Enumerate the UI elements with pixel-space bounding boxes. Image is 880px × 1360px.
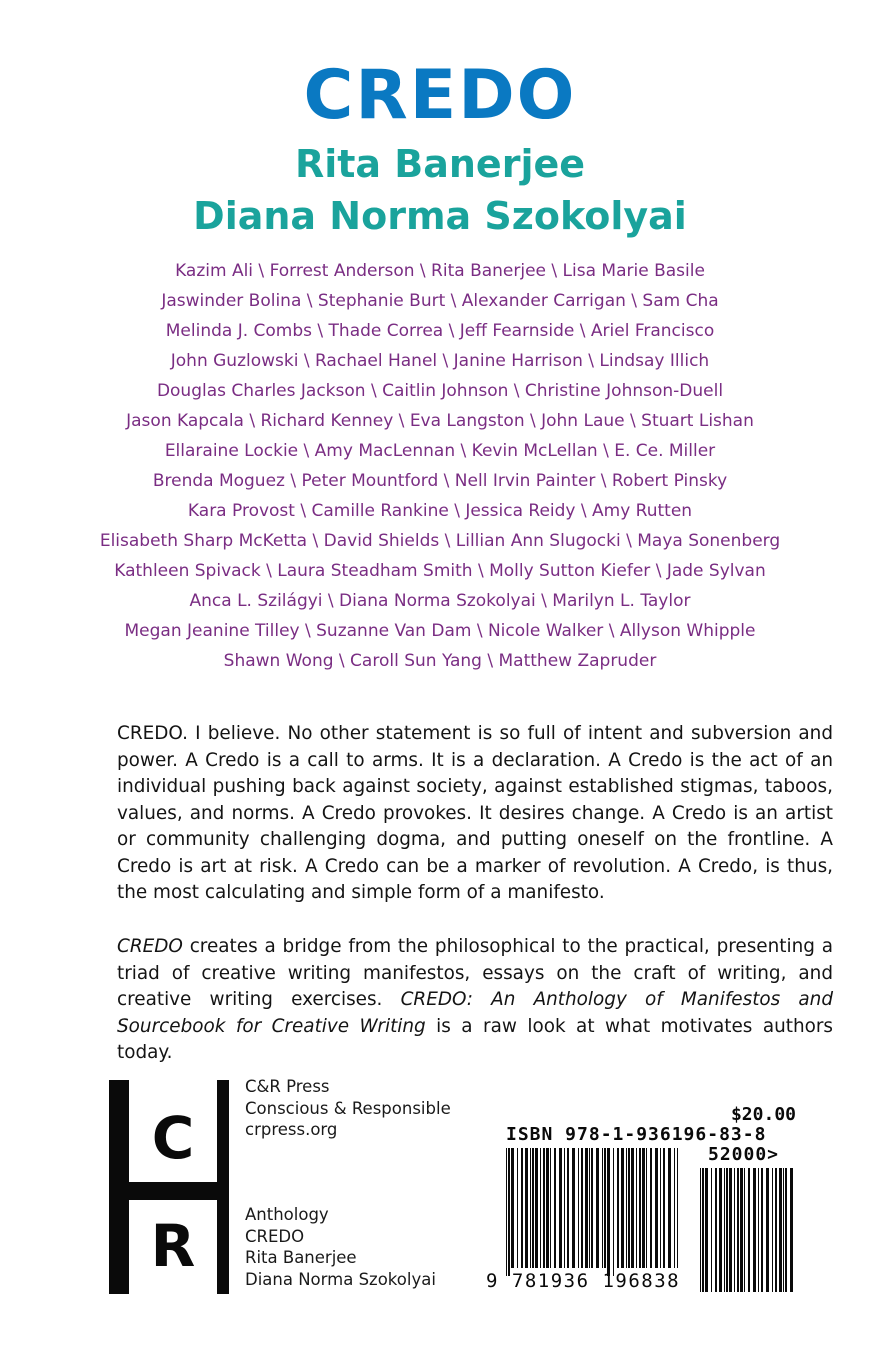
barcode-bar <box>559 1148 562 1268</box>
book-title: CREDO <box>303 56 577 135</box>
barcode-bar <box>702 1168 704 1292</box>
book-category: Anthology <box>245 1205 329 1224</box>
barcode-bar <box>737 1168 739 1292</box>
editor-name-2: Diana Norma Szokolyai <box>193 194 687 238</box>
barcode-bar <box>700 1168 701 1292</box>
barcode-number: 9 781936 196838 <box>486 1270 681 1292</box>
barcode-bar <box>744 1168 745 1292</box>
contributor-line: Anca L. Szilágyi \ Diana Norma Szokolyai \ Marilyn L. Taylor <box>189 591 691 611</box>
barcode-bar <box>734 1168 735 1292</box>
blurb-text <box>117 934 833 1067</box>
barcode-bar <box>591 1148 593 1268</box>
barcode-bar <box>724 1168 725 1292</box>
barcode-bar <box>532 1148 534 1268</box>
contributor-line: Melinda J. Combs \ Thade Correa \ Jeff Fearnside \ Ariel Francisco <box>165 321 715 341</box>
barcode-bar <box>636 1148 637 1268</box>
barcode-bar <box>677 1148 678 1268</box>
barcode-bar <box>525 1148 528 1268</box>
contributor-line: Kathleen Spivack \ Laura Steadham Smith \ Molly Sutton Kiefer \ Jade Sylvan <box>114 561 766 581</box>
barcode-bar <box>540 1148 541 1268</box>
blurb-paragraph-2 <box>117 934 833 1067</box>
barcode-bar <box>785 1168 787 1292</box>
book-author-2: Diana Norma Szokolyai <box>245 1269 436 1289</box>
barcode-bar <box>772 1168 773 1292</box>
book-author-1: Rita Banerjee <box>245 1248 357 1267</box>
barcode-bar <box>613 1148 614 1276</box>
barcode-bar <box>663 1148 665 1268</box>
contributor-line: Jaswinder Bolina \ Stephanie Burt \ Alexander Carrigan \ Sam Cha <box>161 291 719 311</box>
editor-name-1: Rita Banerjee <box>294 142 586 186</box>
barcode-bar <box>564 1148 565 1268</box>
barcode-bar <box>639 1148 641 1268</box>
publisher-logo <box>109 1080 229 1294</box>
barcode-bar <box>758 1168 759 1292</box>
barcode-bar <box>761 1168 763 1292</box>
barcode-bar <box>740 1168 743 1292</box>
barcode-bar <box>753 1168 756 1292</box>
contributor-line: Kara Provost \ Camille Rankine \ Jessica Reidy \ Amy Rutten <box>187 501 693 521</box>
barcode-bar <box>621 1148 624 1268</box>
barcode-bar <box>779 1168 782 1292</box>
italic-title: CREDO <box>117 936 183 957</box>
barcode-bar <box>748 1168 750 1292</box>
contributor-list <box>0 256 880 676</box>
barcode-bar <box>604 1148 606 1268</box>
publisher-tagline: Conscious & Responsible <box>245 1098 451 1118</box>
contributor-line: Kazim Ali \ Forrest Anderson \ Rita Banerjee \ Lisa Marie Basile <box>175 261 705 281</box>
barcode-bar <box>535 1148 538 1268</box>
logo-letter-c: C <box>151 1104 195 1172</box>
blurb-text: CREDO. I believe. No other statement is so full of intent and subversion and power. A Credo is a call to arms. It is a declaration. A Credo is the act of an individual pushing back against society, against established stigmas, taboos, values, and norms. A Credo provokes. It desires change. A Credo is an artist or community challenging dogma, and putting oneself on the frontline. A Credo is art at risk. A Credo can be a marker of revolution. A Credo, is thus, the most calculating and simple form of a manifesto. <box>117 723 833 903</box>
book-metadata <box>245 1204 436 1290</box>
barcode-bar <box>550 1148 551 1268</box>
barcode-bar <box>508 1148 510 1276</box>
isbn-label: ISBN 978-1-936196-83-8 <box>506 1124 767 1145</box>
barcode-bar <box>626 1148 627 1268</box>
barcode-bar <box>775 1168 777 1292</box>
barcode-bar <box>511 1148 514 1268</box>
blurb-text-span: is a raw look at what motivates authors today. <box>117 1015 834 1063</box>
barcode-bar <box>715 1168 717 1292</box>
contributor-line: Douglas Charles Jackson \ Caitlin Johnson \ Christine Johnson-Duell <box>156 381 724 401</box>
barcode-bar <box>521 1148 523 1268</box>
barcode-bar <box>517 1148 518 1268</box>
barcode-bar <box>543 1148 545 1268</box>
barcode-bar <box>674 1148 675 1268</box>
barcode-bar <box>546 1148 549 1268</box>
contributor-line: Elisabeth Sharp McKetta \ David Shields \ Lillian Ann Slugocki \ Maya Sonenberg <box>99 531 781 551</box>
publisher-info <box>245 1076 451 1141</box>
barcode-bar <box>711 1168 712 1292</box>
barcode-bar <box>783 1168 784 1292</box>
barcode-bar <box>596 1148 599 1268</box>
blurb-paragraph-1 <box>117 721 833 907</box>
barcode-block <box>486 1100 796 1296</box>
contributor-line: Jason Kapcala \ Richard Kenney \ Eva Langston \ John Laue \ Stuart Lishan <box>126 411 754 431</box>
barcode-bar <box>602 1148 603 1268</box>
barcode-bar <box>585 1148 588 1268</box>
book-metadata-title: CREDO <box>245 1226 305 1246</box>
barcode-bar <box>650 1148 652 1268</box>
publisher-name: C&R Press <box>245 1077 330 1096</box>
italic-full-title: CREDO: An Anthology of Manifestos and Sourcebook for Creative Writing <box>117 989 834 1037</box>
barcode-bar <box>567 1148 569 1268</box>
barcode-bar <box>766 1168 769 1292</box>
barcode-bar <box>642 1148 645 1268</box>
barcode-bar <box>790 1168 793 1292</box>
price-label: $20.00 <box>730 1104 796 1125</box>
contributor-line: Shawn Wong \ Caroll Sun Yang \ Matthew Zapruder <box>223 651 657 671</box>
barcode-bar <box>660 1148 661 1268</box>
contributor-line: John Guzlowski \ Rachael Hanel \ Janine Harrison \ Lindsay Illich <box>170 351 710 371</box>
barcode-bar <box>578 1148 579 1268</box>
barcode-bar <box>506 1148 507 1276</box>
barcode-bar <box>631 1148 634 1268</box>
barcode-bar <box>581 1148 583 1268</box>
blurb-text-span: creates a bridge from the philosophical to the practical, presenting a triad of creative writing manifestos, essays on the craft of writing, and creative writing exercises. <box>117 936 833 1010</box>
barcode-bar <box>729 1168 732 1292</box>
barcode-bar <box>628 1148 630 1268</box>
barcode-bar <box>530 1148 531 1268</box>
barcode-bar <box>655 1148 658 1268</box>
addon-code: 52000> <box>708 1144 780 1165</box>
barcode-bar <box>705 1168 708 1292</box>
barcode-bar <box>668 1148 671 1268</box>
contributor-line: Brenda Moguez \ Peter Mountford \ Nell Irvin Painter \ Robert Pinsky <box>152 471 728 491</box>
barcode-bar <box>726 1168 728 1292</box>
publisher-website: crpress.org <box>245 1120 338 1139</box>
barcode-bar <box>719 1168 722 1292</box>
barcode-bar <box>554 1148 556 1268</box>
barcode-bar <box>589 1148 590 1268</box>
barcode-bar <box>646 1148 647 1268</box>
barcode-bar <box>572 1148 575 1268</box>
contributor-line: Megan Jeanine Tilley \ Suzanne Van Dam \ Nicole Walker \ Allyson Whipple <box>124 621 756 641</box>
contributor-line: Ellaraine Lockie \ Amy MacLennan \ Kevin McLellan \ E. Ce. Miller <box>164 441 716 461</box>
barcode-bar <box>617 1148 619 1268</box>
barcode-bar <box>607 1148 610 1276</box>
logo-letter-r: R <box>150 1212 196 1280</box>
